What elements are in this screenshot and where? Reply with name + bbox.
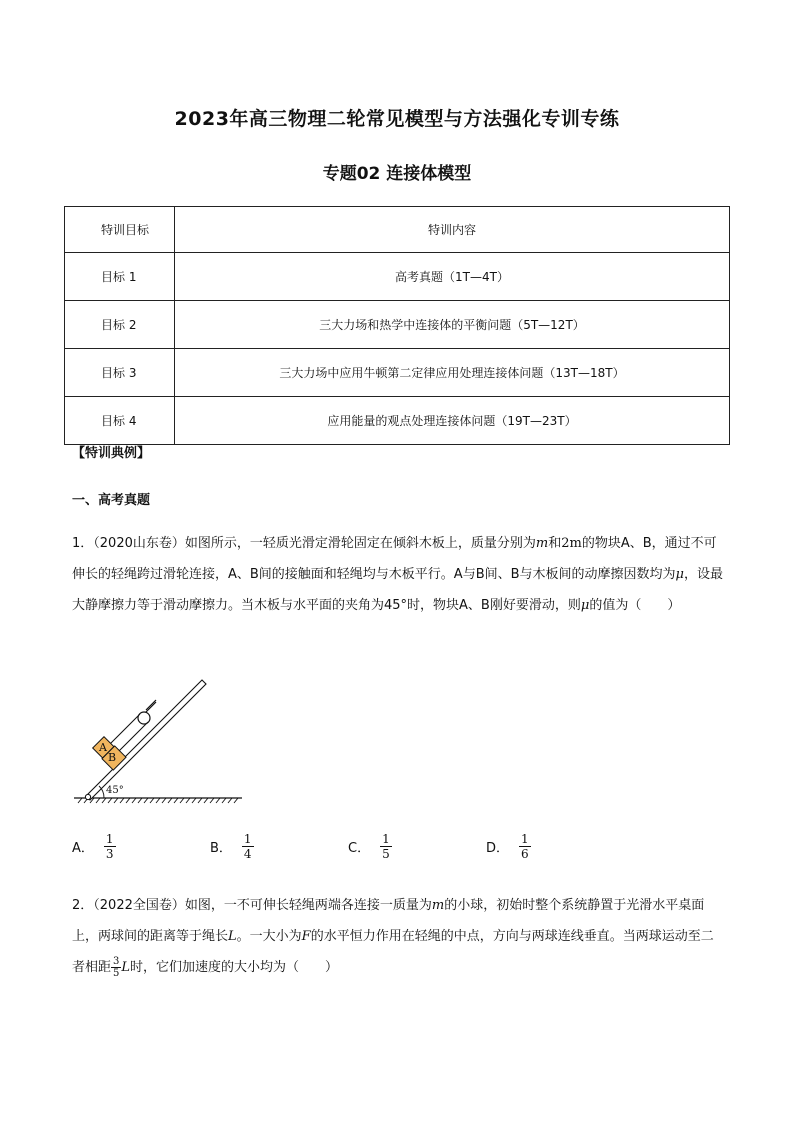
training-targets-table (64, 206, 730, 445)
incline-pulley-figure (70, 672, 250, 804)
option-b-fraction: $\frac{1}{4}$ (243, 832, 252, 861)
document-title: 2023年高三物理二轮常见模型与方法强化专训专练 (174, 108, 620, 130)
section-examples-heading: 【特训典例】 (72, 446, 151, 461)
distance-fraction: $\frac{3}{5}$ (113, 956, 120, 979)
row-label: 目标 1 (65, 253, 175, 301)
row-content: 三大力场和热学中连接体的平衡问题（5T—12T） (175, 301, 730, 349)
angle-label: 45° (106, 785, 124, 796)
table-row (65, 397, 730, 445)
option-c[interactable]: C． $\frac{1}{5}$ (348, 832, 390, 861)
block-a-label: A (99, 741, 107, 754)
table-header-content: 特训内容 (175, 207, 730, 253)
row-content: 三大力场中应用牛顿第二定律应用处理连接体问题（13T—18T） (175, 349, 730, 397)
row-content: 应用能量的观点处理连接体问题（19T—23T） (175, 397, 730, 445)
block-b-label: B (108, 751, 117, 764)
row-label: 目标 3 (65, 349, 175, 397)
option-a[interactable]: A． $\frac{1}{3}$ (72, 832, 114, 861)
table-header-row (65, 207, 730, 253)
table-row (65, 301, 730, 349)
question-1-text: 1．（2020山东卷）如图所示，一轻质光滑定滑轮固定在倾斜木板上，质量分别为m和2m的物块A、B，通过不可伸长的轻绳跨过滑轮连接，A、B间的接触面和轻绳均与木板平行。A与B间、B与木板间的动摩擦因数均为μ，设最大静摩擦力等于滑动摩擦力。当木板与水平面的夹角为45°时，物块A、B刚好要滑动，则μ的值为（ ） (72, 536, 724, 613)
table-row (65, 253, 730, 301)
question-1-options (72, 832, 632, 868)
table-header-target: 特训目标 (65, 207, 175, 253)
option-d-fraction: $\frac{1}{6}$ (521, 832, 529, 861)
document-subtitle: 专题02 连接体模型 (322, 164, 472, 184)
row-label: 目标 2 (65, 301, 175, 349)
section-exam-questions-heading: 一、高考真题 (72, 493, 151, 508)
option-b[interactable]: B． $\frac{1}{4}$ (210, 832, 252, 861)
table-row (65, 349, 730, 397)
option-d[interactable]: D． $\frac{1}{6}$ (486, 832, 529, 861)
option-c-fraction: $\frac{1}{5}$ (382, 832, 390, 861)
row-label: 目标 4 (65, 397, 175, 445)
question-2-text: 2．（2022全国卷）如图，一不可伸长轻绳两端各连接一质量为m的小球，初始时整个系统静置于光滑水平桌面上，两球间的距离等于绳长L。一大小为F的水平恒力作用在轻绳的中点，方向与两球连线垂直。当两球运动至二者相距 $\frac{3}{5}$ L时，它们加速度的大小均为（ ） (72, 898, 714, 979)
option-a-fraction: $\frac{1}{3}$ (105, 832, 114, 861)
row-content: 高考真题（1T—4T） (175, 253, 730, 301)
